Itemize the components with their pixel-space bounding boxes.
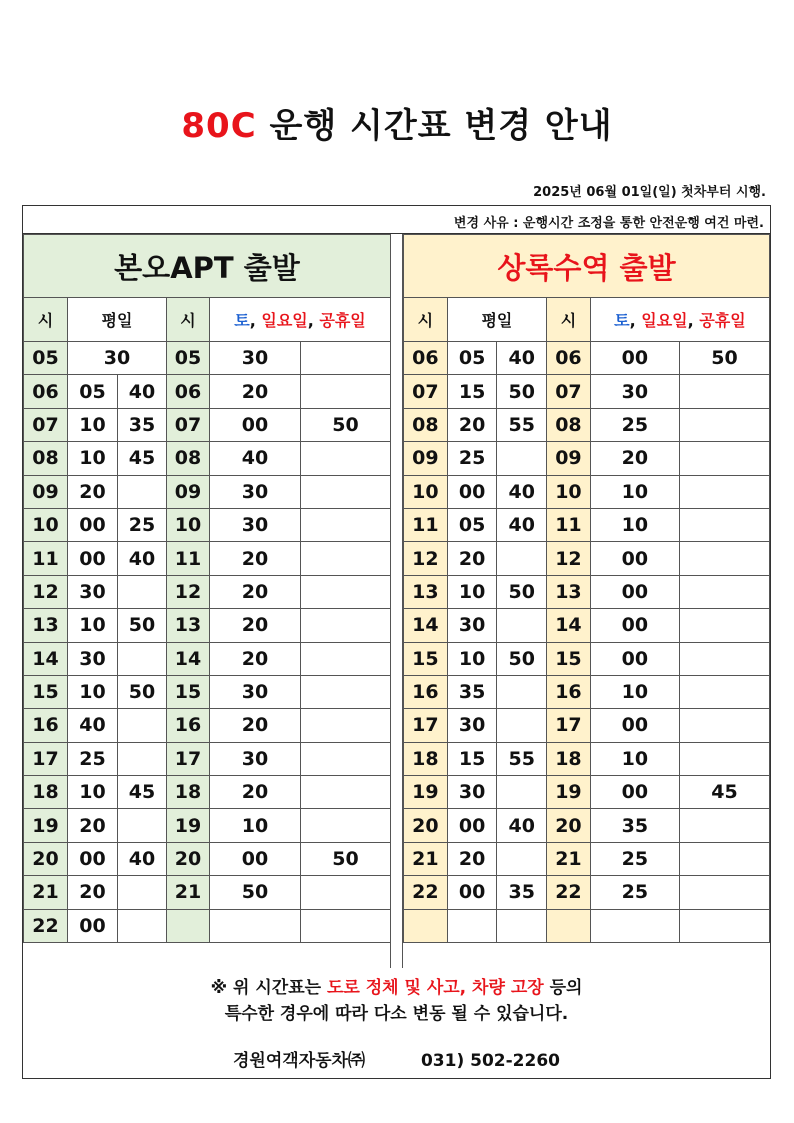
weekday-hour-cell: 11 <box>404 508 448 541</box>
weekday-hour-cell: 18 <box>404 742 448 775</box>
holiday-minute-cell: 10 <box>590 475 679 508</box>
weekday-minute-cell <box>497 675 547 708</box>
weekday-minute-cell: 20 <box>447 408 497 441</box>
holiday-hour-cell: 10 <box>167 508 210 541</box>
weekday-minute-cell: 40 <box>68 709 118 742</box>
holiday-hour-cell: 15 <box>167 675 210 708</box>
weekday-minute-cell: 25 <box>68 742 118 775</box>
table-row <box>24 542 391 575</box>
weekday-minute-cell <box>497 909 547 942</box>
holiday-hour-cell: 06 <box>167 375 210 408</box>
holiday-minute-cell <box>301 709 391 742</box>
weekday-minute-cell: 00 <box>447 475 497 508</box>
table-row <box>404 842 770 875</box>
weekday-hour-cell: 08 <box>404 408 448 441</box>
holiday-minute-cell <box>301 342 391 375</box>
weekday-hour-cell: 09 <box>404 442 448 475</box>
weekday-minute-cell <box>118 909 167 942</box>
holiday-hour-cell: 20 <box>547 809 591 842</box>
holiday-hour-cell: 08 <box>167 442 210 475</box>
holiday-minute-cell: 00 <box>590 542 679 575</box>
weekday-hour-cell: 22 <box>404 876 448 909</box>
table-row <box>24 742 391 775</box>
weekday-minute-cell: 50 <box>497 575 547 608</box>
holiday-minute-cell <box>301 508 391 541</box>
table-row <box>404 375 770 408</box>
holiday-minute-cell <box>679 742 769 775</box>
table-row <box>404 442 770 475</box>
weekday-minute-cell: 10 <box>68 675 118 708</box>
holiday-minute-cell: 45 <box>679 776 769 809</box>
weekday-minute-cell <box>118 575 167 608</box>
weekday-minute-cell: 10 <box>447 642 497 675</box>
holiday-minute-cell: 20 <box>210 609 301 642</box>
holiday-minute-cell: 20 <box>210 542 301 575</box>
holiday-hour-cell: 06 <box>547 342 591 375</box>
holiday-minute-cell: 25 <box>590 408 679 441</box>
weekday-minute-cell: 25 <box>118 508 167 541</box>
table-row <box>404 876 770 909</box>
weekday-minute-cell: 35 <box>118 408 167 441</box>
weekday-hour-cell: 14 <box>404 609 448 642</box>
weekday-minute-cell <box>497 842 547 875</box>
weekday-minute-cell: 15 <box>447 375 497 408</box>
holiday-minute-cell <box>679 842 769 875</box>
holiday-minute-cell <box>679 475 769 508</box>
holiday-hour-cell <box>547 909 591 942</box>
weekday-hour-cell: 20 <box>404 809 448 842</box>
weekday-minute-cell: 20 <box>447 542 497 575</box>
weekday-minute-cell: 10 <box>68 442 118 475</box>
weekday-hour-cell: 07 <box>24 408 68 441</box>
table-row <box>24 442 391 475</box>
table-row <box>24 709 391 742</box>
departure-heading: 본오APT 출발 <box>24 235 391 298</box>
holiday-minute-cell: 30 <box>210 508 301 541</box>
weekday-minute-cell: 50 <box>118 609 167 642</box>
holiday-minute-cell: 50 <box>210 876 301 909</box>
holiday-minute-cell: 30 <box>210 675 301 708</box>
weekday-hour-cell: 14 <box>24 642 68 675</box>
table-row <box>24 809 391 842</box>
weekday-minute-cell: 00 <box>68 909 118 942</box>
weekday-minute-cell: 30 <box>447 709 497 742</box>
holiday-minute-cell <box>679 542 769 575</box>
hour-header: 시 <box>167 298 210 342</box>
holiday-minute-cell: 00 <box>590 609 679 642</box>
holiday-minute-cell: 30 <box>210 475 301 508</box>
weekday-minute-cell <box>497 776 547 809</box>
holiday-minute-cell: 00 <box>590 776 679 809</box>
holiday-header: 토, 일요일, 공휴일 <box>590 298 769 342</box>
hour-header: 시 <box>404 298 448 342</box>
weekday-minute-cell: 10 <box>68 408 118 441</box>
table-row <box>24 342 391 375</box>
table-row <box>404 709 770 742</box>
weekday-hour-cell: 20 <box>24 842 68 875</box>
notice-line-2: 특수한 경우에 따라 다소 변동 될 수 있습니다. <box>224 1004 569 1024</box>
holiday-hour-cell: 19 <box>167 809 210 842</box>
page-title <box>0 98 794 147</box>
holiday-minute-cell <box>679 408 769 441</box>
holiday-minute-cell <box>679 609 769 642</box>
holiday-hour-cell: 12 <box>167 575 210 608</box>
holiday-minute-cell: 10 <box>210 809 301 842</box>
weekday-minute-cell: 00 <box>68 542 118 575</box>
holiday-minute-cell <box>679 876 769 909</box>
weekday-hour-cell: 15 <box>24 675 68 708</box>
holiday-hour-cell: 16 <box>547 675 591 708</box>
holiday-minute-cell <box>301 475 391 508</box>
weekday-hour-cell: 15 <box>404 642 448 675</box>
holiday-minute-cell: 20 <box>210 575 301 608</box>
holiday-minute-cell <box>301 542 391 575</box>
table-row <box>404 342 770 375</box>
table-row <box>404 408 770 441</box>
holiday-hour-cell: 11 <box>167 542 210 575</box>
table-row <box>404 909 770 942</box>
holiday-minute-cell <box>590 909 679 942</box>
weekday-minute-cell: 20 <box>68 475 118 508</box>
company-info <box>23 1046 770 1071</box>
weekday-minute-cell: 40 <box>497 809 547 842</box>
weekday-minute-cell: 00 <box>68 842 118 875</box>
table-row <box>404 575 770 608</box>
holiday-minute-cell <box>679 909 769 942</box>
weekday-minute-cell: 10 <box>68 609 118 642</box>
weekday-minute-cell: 20 <box>68 809 118 842</box>
weekday-minute-cell: 25 <box>447 442 497 475</box>
holiday-hour-cell: 10 <box>547 475 591 508</box>
table-row <box>404 508 770 541</box>
table-row <box>404 675 770 708</box>
phone-number: 031) 502-2260 <box>420 1051 560 1071</box>
route-code: 80C <box>181 106 257 146</box>
weekday-minute-cell: 40 <box>118 842 167 875</box>
weekday-minute-cell: 40 <box>118 375 167 408</box>
weekday-hour-cell: 16 <box>404 675 448 708</box>
holiday-hour-cell: 21 <box>167 876 210 909</box>
weekday-hour-cell: 11 <box>24 542 68 575</box>
holiday-hour-cell: 22 <box>547 876 591 909</box>
holiday-minute-cell: 30 <box>590 375 679 408</box>
weekday-minute-cell: 30 <box>68 642 118 675</box>
holiday-hour-cell: 17 <box>167 742 210 775</box>
holiday-hour-cell: 12 <box>547 542 591 575</box>
weekday-hour-cell: 17 <box>24 742 68 775</box>
weekday-minute-cell: 35 <box>497 876 547 909</box>
holiday-minute-cell: 00 <box>210 408 301 441</box>
holiday-hour-cell: 14 <box>167 642 210 675</box>
weekday-hour-cell: 06 <box>24 375 68 408</box>
holiday-minute-cell: 10 <box>590 742 679 775</box>
holiday-minute-cell: 20 <box>590 442 679 475</box>
weekday-minute-cell: 00 <box>68 508 118 541</box>
table-row <box>24 776 391 809</box>
weekday-hour-cell: 22 <box>24 909 68 942</box>
weekday-minute-cell <box>497 442 547 475</box>
weekday-minute-cell <box>497 542 547 575</box>
weekday-minute-cell <box>118 742 167 775</box>
holiday-minute-cell <box>679 442 769 475</box>
holiday-hour-cell: 07 <box>167 408 210 441</box>
weekday-minute-cell: 40 <box>497 342 547 375</box>
holiday-minute-cell <box>679 375 769 408</box>
holiday-hour-cell: 13 <box>167 609 210 642</box>
weekday-hour-cell: 21 <box>24 876 68 909</box>
table-row <box>404 742 770 775</box>
holiday-minute-cell: 20 <box>210 375 301 408</box>
holiday-hour-cell: 20 <box>167 842 210 875</box>
weekday-hour-cell <box>404 909 448 942</box>
weekday-hour-cell: 16 <box>24 709 68 742</box>
holiday-minute-cell: 40 <box>210 442 301 475</box>
holiday-minute-cell <box>301 776 391 809</box>
holiday-hour-cell: 15 <box>547 642 591 675</box>
weekday-hour-cell: 10 <box>404 475 448 508</box>
holiday-minute-cell <box>301 876 391 909</box>
holiday-hour-cell: 18 <box>167 776 210 809</box>
holiday-hour-cell: 11 <box>547 508 591 541</box>
holiday-minute-cell <box>210 909 301 942</box>
table-row <box>24 375 391 408</box>
weekday-minute-cell: 15 <box>447 742 497 775</box>
holiday-minute-cell: 30 <box>210 342 301 375</box>
notice <box>23 969 770 1027</box>
table-row <box>404 542 770 575</box>
weekday-minute-cell: 30 <box>68 342 167 375</box>
holiday-hour-cell: 08 <box>547 408 591 441</box>
holiday-minute-cell <box>301 375 391 408</box>
weekday-minute-cell: 30 <box>447 776 497 809</box>
holiday-hour-cell: 16 <box>167 709 210 742</box>
weekday-minute-cell: 20 <box>447 842 497 875</box>
weekday-minute-cell <box>118 809 167 842</box>
weekday-minute-cell: 50 <box>497 375 547 408</box>
holiday-hour-cell: 05 <box>167 342 210 375</box>
holiday-minute-cell: 20 <box>210 642 301 675</box>
holiday-hour-cell <box>167 909 210 942</box>
weekday-minute-cell: 20 <box>68 876 118 909</box>
holiday-minute-cell: 35 <box>590 809 679 842</box>
weekday-minute-cell <box>118 642 167 675</box>
table-row <box>24 842 391 875</box>
weekday-hour-cell: 13 <box>404 575 448 608</box>
weekday-hour-cell: 12 <box>24 575 68 608</box>
weekday-hour-cell: 19 <box>404 776 448 809</box>
holiday-minute-cell <box>679 709 769 742</box>
holiday-minute-cell <box>301 642 391 675</box>
weekday-minute-cell <box>118 475 167 508</box>
holiday-minute-cell: 10 <box>590 675 679 708</box>
table-row <box>404 776 770 809</box>
holiday-minute-cell: 10 <box>590 508 679 541</box>
weekday-minute-cell: 10 <box>447 575 497 608</box>
weekday-minute-cell <box>497 709 547 742</box>
table-row <box>24 876 391 909</box>
holiday-minute-cell: 00 <box>590 709 679 742</box>
table-row <box>24 642 391 675</box>
weekday-minute-cell: 05 <box>447 342 497 375</box>
notice-line-1: ※ 위 시간표는 도로 정체 및 사고, 차량 고장 등의 <box>210 978 583 998</box>
change-reason: 변경 사유 : 운행시간 조정을 통한 안전운행 여건 마련. <box>23 206 770 234</box>
table-row <box>404 809 770 842</box>
holiday-minute-cell: 25 <box>590 842 679 875</box>
weekday-minute-cell: 30 <box>68 575 118 608</box>
timetable-sangnoksu-station <box>403 234 770 943</box>
holiday-hour-cell: 14 <box>547 609 591 642</box>
weekday-hour-cell: 19 <box>24 809 68 842</box>
holiday-minute-cell: 00 <box>590 642 679 675</box>
weekday-minute-cell <box>118 709 167 742</box>
departure-heading: 상록수역 출발 <box>404 235 770 298</box>
table-row <box>24 675 391 708</box>
table-row <box>24 508 391 541</box>
timetable-bono-apt <box>23 234 391 943</box>
table-divider <box>390 234 403 968</box>
weekday-minute-cell: 50 <box>497 642 547 675</box>
weekday-minute-cell <box>118 876 167 909</box>
holiday-minute-cell <box>301 575 391 608</box>
weekday-header: 평일 <box>447 298 546 342</box>
holiday-minute-cell <box>301 809 391 842</box>
holiday-minute-cell <box>301 675 391 708</box>
weekday-minute-cell: 10 <box>68 776 118 809</box>
table-row <box>24 609 391 642</box>
hour-header: 시 <box>547 298 591 342</box>
weekday-hour-cell: 05 <box>24 342 68 375</box>
holiday-hour-cell: 07 <box>547 375 591 408</box>
holiday-minute-cell <box>301 742 391 775</box>
weekday-hour-cell: 13 <box>24 609 68 642</box>
weekday-minute-cell: 30 <box>447 609 497 642</box>
weekday-minute-cell <box>447 909 497 942</box>
holiday-minute-cell <box>301 442 391 475</box>
weekday-hour-cell: 08 <box>24 442 68 475</box>
holiday-minute-cell: 00 <box>590 575 679 608</box>
holiday-minute-cell <box>301 609 391 642</box>
weekday-header: 평일 <box>68 298 167 342</box>
weekday-minute-cell: 40 <box>118 542 167 575</box>
weekday-minute-cell: 05 <box>447 508 497 541</box>
weekday-minute-cell: 55 <box>497 408 547 441</box>
holiday-minute-cell: 20 <box>210 709 301 742</box>
table-row <box>404 609 770 642</box>
holiday-hour-cell: 13 <box>547 575 591 608</box>
holiday-hour-cell: 18 <box>547 742 591 775</box>
title-text: 운행 시간표 변경 안내 <box>256 106 613 146</box>
holiday-minute-cell <box>679 575 769 608</box>
holiday-minute-cell: 50 <box>301 842 391 875</box>
weekday-hour-cell: 09 <box>24 475 68 508</box>
holiday-minute-cell: 50 <box>301 408 391 441</box>
holiday-minute-cell: 30 <box>210 742 301 775</box>
weekday-minute-cell: 40 <box>497 475 547 508</box>
holiday-minute-cell <box>679 642 769 675</box>
holiday-minute-cell: 00 <box>210 842 301 875</box>
timetable-frame <box>22 205 771 1079</box>
holiday-minute-cell <box>679 809 769 842</box>
weekday-minute-cell: 40 <box>497 508 547 541</box>
table-row <box>24 408 391 441</box>
weekday-hour-cell: 07 <box>404 375 448 408</box>
holiday-header: 토, 일요일, 공휴일 <box>210 298 391 342</box>
weekday-hour-cell: 12 <box>404 542 448 575</box>
holiday-hour-cell: 09 <box>167 475 210 508</box>
holiday-hour-cell: 21 <box>547 842 591 875</box>
weekday-hour-cell: 18 <box>24 776 68 809</box>
weekday-minute-cell <box>497 609 547 642</box>
table-row <box>404 642 770 675</box>
holiday-hour-cell: 09 <box>547 442 591 475</box>
weekday-hour-cell: 10 <box>24 508 68 541</box>
weekday-minute-cell: 05 <box>68 375 118 408</box>
holiday-minute-cell: 50 <box>679 342 769 375</box>
table-row <box>24 909 391 942</box>
weekday-minute-cell: 45 <box>118 776 167 809</box>
holiday-hour-cell: 17 <box>547 709 591 742</box>
table-row <box>24 475 391 508</box>
holiday-minute-cell <box>679 508 769 541</box>
holiday-minute-cell <box>301 909 391 942</box>
weekday-hour-cell: 21 <box>404 842 448 875</box>
weekday-minute-cell: 50 <box>118 675 167 708</box>
hour-header: 시 <box>24 298 68 342</box>
holiday-minute-cell: 25 <box>590 876 679 909</box>
holiday-minute-cell <box>679 675 769 708</box>
weekday-hour-cell: 17 <box>404 709 448 742</box>
company-name: 경원여객자동차㈜ <box>233 1051 365 1071</box>
table-row <box>404 475 770 508</box>
holiday-hour-cell: 19 <box>547 776 591 809</box>
weekday-minute-cell: 35 <box>447 675 497 708</box>
holiday-minute-cell: 00 <box>590 342 679 375</box>
weekday-hour-cell: 06 <box>404 342 448 375</box>
holiday-minute-cell: 20 <box>210 776 301 809</box>
effective-date: 2025년 06월 01일(일) 첫차부터 시행. <box>533 185 766 200</box>
table-row <box>24 575 391 608</box>
weekday-minute-cell: 00 <box>447 809 497 842</box>
weekday-minute-cell: 55 <box>497 742 547 775</box>
weekday-minute-cell: 00 <box>447 876 497 909</box>
weekday-minute-cell: 45 <box>118 442 167 475</box>
